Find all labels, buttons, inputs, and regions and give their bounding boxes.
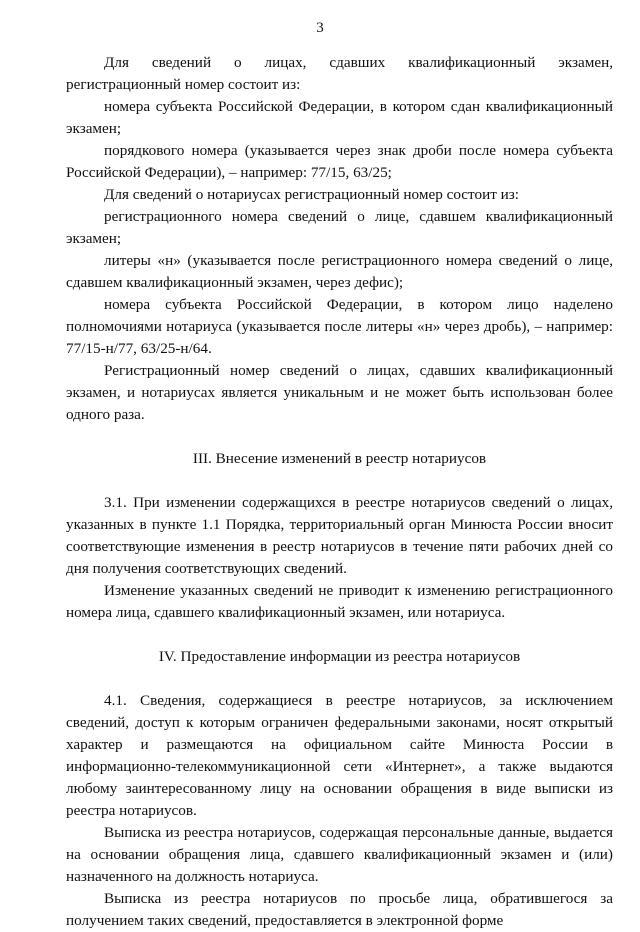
paragraph: номера субъекта Российской Федерации, в котором лицо наделено полномочиями нотариуса (указывается после литеры «н» через дробь), – например: 77/15-н/77, 63/25-н/64. [66,296,613,357]
paragraph: номера субъекта Российской Федерации, в котором сдан квалификационный экзамен; [66,98,613,137]
paragraph: Выписка из реестра нотариусов по просьбе лица, обратившегося за получением таких сведений, предоставляется в электронной форме [66,890,613,929]
section-heading-iv: IV. Предоставление информации из реестра нотариусов [158,648,521,665]
paragraph: Выписка из реестра нотариусов, содержащая персональные данные, выдается на основании обращения лица, сдавшего квалификационный экзамен и (или) назначенного на должность нотариуса. [66,824,613,885]
paragraph: Для сведений о нотариусах регистрационный номер состоит из: [104,186,519,203]
paragraph: Регистрационный номер сведений о лицах, сдавших квалификационный экзамен, и нотариусах является уникальным и не может быть использован более одного раза. [66,362,613,423]
page-number: 3 [316,20,324,36]
paragraph: 4.1. Сведения, содержащиеся в реестре нотариусов, за исключением сведений, доступ к которым ограничен федеральными законами, носят открытый характер и размещаются на официальном сайте Минюста России в информационно-телекоммуникационной сети «Интернет», а также выдаются любому заинтересованному лицу на основании обращения в виде выписки из реестра нотариусов. [66,692,613,819]
paragraph: порядкового номера (указывается через знак дроби после номера субъекта Российской Федерации), – например: 77/15, 63/25; [66,142,613,181]
paragraph: Изменение указанных сведений не приводит к изменению регистрационного номера лица, сдавшего квалификационный экзамен, или нотариуса. [66,582,613,621]
paragraph: регистрационного номера сведений о лице, сдавшем квалификационный экзамен; [66,208,613,247]
paragraph: Для сведений о лицах, сдавших квалификационный экзамен, регистрационный номер состоит из: [66,54,613,93]
section-heading-iii: III. Внесение изменений в реестр нотариусов [192,450,487,467]
paragraph: 3.1. При изменении содержащихся в реестре нотариусов сведений о лицах, указанных в пункте 1.1 Порядка, территориальный орган Минюста России вносит соответствующие изменения в реестр нотариусов в течение пяти рабочих дней со дня получения соответствующих сведений. [66,494,613,577]
paragraph: литеры «н» (указывается после регистрационного номера сведений о лице, сдавшем квалификационный экзамен, через дефис); [66,252,613,291]
document-body [66,52,613,932]
